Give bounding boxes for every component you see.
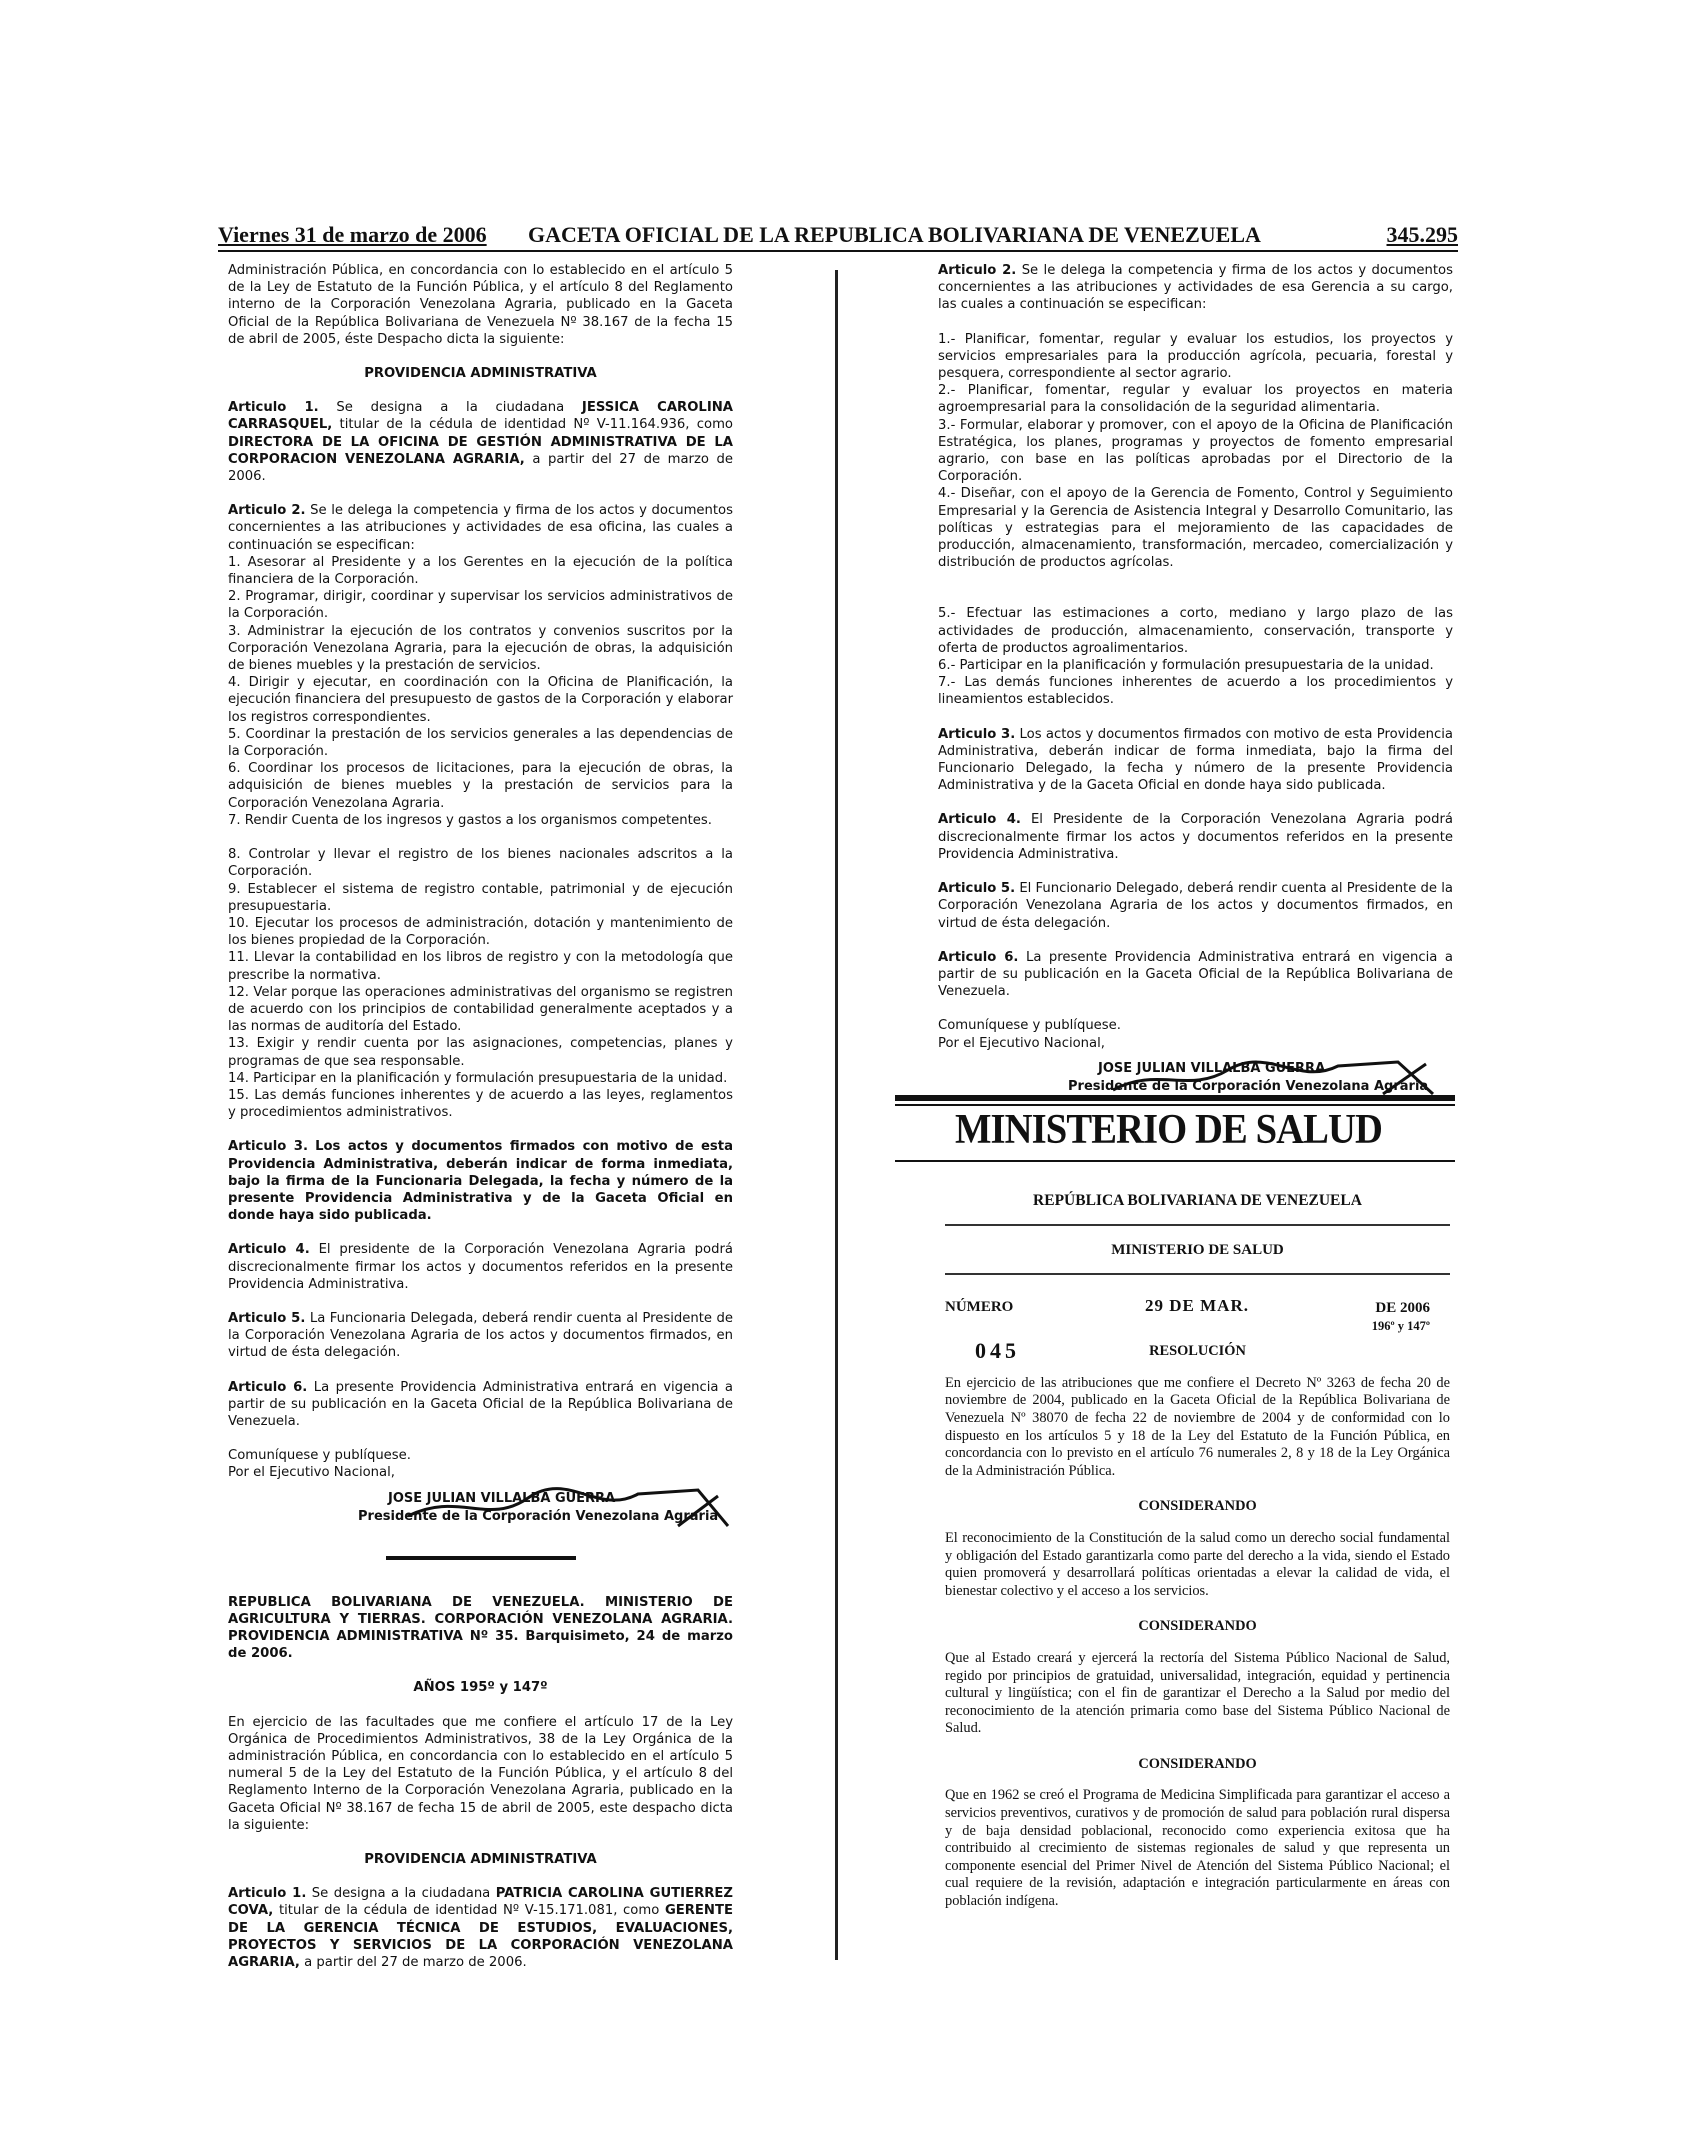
header-date: Viernes 31 de marzo de 2006 xyxy=(218,222,487,247)
list-item: 7.- Las demás funciones inherentes de acuerdo a los procedimientos y lineamientos establecidos. xyxy=(938,675,1453,708)
resolution-number: 045 xyxy=(975,1338,1020,1363)
article-text: a partir del 27 de marzo de 2006. xyxy=(228,451,733,485)
article-text: Se le delega la competencia y firma de los actos y documentos concernientes a las atribuciones y actividades de esa Gerencia a su cargo, las cuales a continuación se especifican: xyxy=(938,263,1453,313)
article-label: Articulo 4. xyxy=(228,1242,310,1258)
designee-post: GERENTE DE LA GERENCIA TÉCNICA DE ESTUDIOS, EVALUACIONES, PROYECTOS Y SERVICIOS DE LA CORPORACIÓN VENEZOLANA AGRARIA, xyxy=(228,1903,733,1971)
article-3 xyxy=(938,726,1453,795)
signer-name: JOSE JULIAN VILLALBA GUERRA xyxy=(1098,1060,1326,1076)
article-text: La Funcionaria Delegada, deberá rendir cuenta al Presidente de la Corporación Venezolana Agraria de los actos y documentos firmados, en virtud de ésta delegación. xyxy=(228,1310,733,1361)
signer-role: Presidente de la Corporación Venezolana Agraria xyxy=(1068,1078,1429,1094)
article-label: Articulo 5. xyxy=(228,1310,306,1326)
article-2 xyxy=(938,262,1453,314)
list-item: 1.- Planificar, fomentar, regular y evaluar los estudios, los proyectos y servicios empresariales para la producción agrícola, pecuaria, forestal y pesquera, correspondiente al sector agrario. xyxy=(938,331,1453,382)
list-item: 3.- Formular, elaborar y promover, con el apoyo de la Oficina de Planificación Estratégica, los planes, programas y proyectos de fomento empresarial agrario, con base en las políticas aprobadas por el Directorio de la Corporación. xyxy=(938,417,1453,485)
header-title: GACETA OFICIAL DE LA REPUBLICA BOLIVARIANA DE VENEZUELA xyxy=(528,222,1261,247)
list-item: 7. Rendir Cuenta de los ingresos y gastos a los organismos competentes. xyxy=(228,812,712,828)
article-label: Articulo 2. xyxy=(228,503,306,519)
considerando-3: Que en 1962 se creó el Programa de Medicina Simplificada para garantizar el acceso a servicios preventivos, curativos y de promoción de salud para población rural dispersa y de baja densidad poblacional, reconocido como experiencia exitosa que ha contribuido al crecimiento de sistemas regionales de salud y que representa un componente esencial del Primer Nivel de Atención del Sistema Público Nacional; el cual requiere de la revisión, adaptación e integración particularmente en áreas con población indígena. xyxy=(945,1787,1450,1910)
providencia-heading: PROVIDENCIA ADMINISTRATIVA xyxy=(364,366,597,382)
year-text: DE 2006 xyxy=(1375,1300,1430,1317)
list-item: 5. Coordinar la prestación de los servicios generales a las dependencias de la Corporación. xyxy=(228,726,733,760)
list-item: 14. Participar en la planificación y formulación presupuestaria de la unidad. xyxy=(228,1070,728,1086)
signer-role: Presidente de la Corporación Venezolana Agraria xyxy=(358,1508,719,1524)
considerando-heading: CONSIDERANDO xyxy=(1138,1498,1257,1515)
resolution-number-row xyxy=(945,1296,1450,1339)
article-label: Articulo 4. xyxy=(938,812,1021,828)
article-6 xyxy=(228,1379,733,1431)
article-label: Articulo 6. xyxy=(938,949,1019,965)
designee-name: PATRICIA CAROLINA GUTIERREZ COVA, xyxy=(228,1886,733,1919)
second-providencia-title: PROVIDENCIA ADMINISTRATIVA xyxy=(364,1852,597,1868)
list-item: 2. Programar, dirigir, coordinar y supervisar los servicios administrativos de la Corporación. xyxy=(228,589,733,622)
resolucion-heading: RESOLUCIÓN xyxy=(1149,1343,1246,1360)
second-article-1 xyxy=(228,1885,733,1971)
republic-line: REPÚBLICA BOLIVARIANA DE VENEZUELA xyxy=(1033,1192,1362,1209)
list-item: 9. Establecer el sistema de registro contable, patrimonial y de ejecución presupuestaria. xyxy=(228,881,733,914)
list-item: 10. Ejecutar los procesos de administración, dotación y mantenimiento de los bienes propiedad de la Corporación. xyxy=(228,915,733,949)
header-page-number: 345.295 xyxy=(1386,222,1458,247)
article-5 xyxy=(228,1310,733,1362)
list-item: 5.- Efectuar las estimaciones a corto, mediano y largo plazo de las actividades de producción, almacenamiento, conservación, transporte y oferta de productos agroalimentarios. xyxy=(938,606,1453,656)
article-text: Los actos y documentos firmados con motivo de esta Providencia Administrativa, deberán indicar de forma inmediata, bajo la firma del Funcionario Delegado, la fecha y número de la presente Providencia Administrativa y de la Gaceta Oficial en donde haya sido publicada. xyxy=(938,726,1453,794)
designee-name: JESSICA CAROLINA CARRASQUEL, xyxy=(228,400,733,433)
article-2 xyxy=(228,502,733,554)
article-text: El presidente de la Corporación Venezolana Agraria podrá discrecionalmente firmar los actos y documentos referidos en la presente Providencia Administrativa. xyxy=(228,1242,733,1292)
article-text: titular de la cédula de identidad Nº V-11.164.936, como xyxy=(339,417,733,433)
left-column xyxy=(228,262,733,1971)
signer-name: JOSE JULIAN VILLALBA GUERRA xyxy=(388,1490,616,1506)
article-6 xyxy=(938,949,1453,1001)
considerando-1: El reconocimiento de la Constitución de la salud como un derecho social fundamental y obligación del Estado garantizarla como parte del derecho a la vida, siendo el Estado quien promoverá y desarrollará políticas orientadas a elevar la calidad de vida, el bienestar colectivo y el acceso a los servicios. xyxy=(945,1529,1450,1599)
resolution-date: 29 DE MAR. xyxy=(1145,1296,1249,1316)
article-3 xyxy=(228,1138,733,1224)
considerando-heading: CONSIDERANDO xyxy=(1138,1755,1257,1772)
header-rule xyxy=(218,250,1458,252)
list-item: 3. Administrar la ejecución de los contratos y convenios suscritos por la Corporación Venezolana Agraria, para la ejecución de obras, la adquisición de bienes muebles y la prestación de servicios. xyxy=(228,623,733,674)
resolution-block xyxy=(945,1192,1450,1911)
article-label: Articulo 6. xyxy=(228,1379,308,1395)
article-label: Articulo 3. xyxy=(938,726,1016,742)
list-item: 6.- Participar en la planificación y formulación presupuestaria de la unidad. xyxy=(938,658,1434,674)
list-item: 12. Velar porque las operaciones administrativas del organismo se registren de acuerdo con los principios de contabilidad generalmente aceptados y a las normas de auditoría del Estado. xyxy=(228,984,733,1035)
ministry-rule xyxy=(895,1095,1455,1101)
article-label: Articulo 3. xyxy=(228,1139,308,1155)
intro-paragraph: Administración Pública, en concordancia con lo establecido en el artículo 5 de la Ley de Estatuto de la Función Pública, y el artículo 8 del Reglamento interno de la Corporación Venezolana Agraria, publicado en la Gaceta Oficial de la República Bolivariana de Venezuela Nº 38.167 de la fecha 15 de abril de 2005, éste Despacho dicta la siguiente: xyxy=(228,263,733,347)
resolution-intro: En ejercicio de las atribuciones que me confiere el Decreto Nº 3263 de fecha 20 de noviembre de 2004, publicado en la Gaceta Oficial de la República Bolivariana de Venezuela Nº 38070 de fecha 22 de noviembre de 2004 y de conformidad con lo dispuesto en los artículos 5 y 18 de la Ley del Estatuto de la Función Pública, en concordancia con lo previsto en el artículo 76 numerales 2, 8 y 18 de la Ley Orgánica de la Administración Pública. xyxy=(945,1374,1450,1479)
article-5 xyxy=(938,880,1453,932)
article-text: Se designa a la ciudadana xyxy=(311,1886,491,1902)
list-item: 8. Controlar y llevar el registro de los bienes nacionales adscritos a la Corporación. xyxy=(228,847,733,880)
article-text: a partir del 27 de marzo de 2006. xyxy=(304,1955,527,1971)
list-item: 15. Las demás funciones inherentes y de acuerdo a las leyes, reglamentos y procedimientos administrativos. xyxy=(228,1087,733,1121)
resolution-year xyxy=(1372,1299,1430,1335)
list-item: 1. Asesorar al Presidente y a los Gerentes en la ejecución de la política financiera de la Corporación. xyxy=(228,554,733,588)
list-item: 4. Dirigir y ejecutar, en coordinación con la Oficina de Planificación, la ejecución financiera del presupuesto de gastos de la Corporación y elaborar los registros correspondientes. xyxy=(228,675,733,725)
article-1 xyxy=(228,399,733,485)
article-text: Se designa a la ciudadana xyxy=(336,400,565,416)
list-item: 11. Llevar la contabilidad en los libros de registro y con la metodología que prescribe la normativa. xyxy=(228,950,733,983)
column-divider xyxy=(835,270,838,1960)
article-text: El Funcionario Delegado, deberá rendir cuenta al Presidente de la Corporación Venezolana Agraria de los actos y documentos firmados, en virtud de ésta delegación. xyxy=(938,881,1453,931)
second-providencia-heading: REPUBLICA BOLIVARIANA DE VENEZUELA. MINISTERIO DE AGRICULTURA Y TIERRAS. CORPORACIÓN VENEZOLANA AGRARIA. PROVIDENCIA ADMINISTRATIVA Nº 35. Barquisimeto, 24 de marzo de 2006. xyxy=(228,1594,733,1662)
article-text: La presente Providencia Administrativa entrará en vigencia a partir de su publicación en la Gaceta Oficial de la República Bolivariana de Venezuela. xyxy=(938,949,1453,1000)
article-text: Se le delega la competencia y firma de los actos y documentos concernientes a las atribuciones y actividades de esa oficina, las cuales a continuación se especifican: xyxy=(228,503,733,553)
considerando-heading: CONSIDERANDO xyxy=(1138,1618,1257,1635)
era-text: 196º y 147º xyxy=(1371,1319,1430,1334)
considerando-2: Que al Estado creará y ejercerá la rectoría del Sistema Público Nacional de Salud, regido por principios de gratuidad, universalidad, integración, equidad y pertinencia cultural y lingüística; con el fin de garantizar el Derecho a la Salud por medio del reconocimiento de la atención primaria como base del Sistema Público Nacional de Salud. xyxy=(945,1649,1450,1737)
closing-line: Comuníquese y publíquese. xyxy=(228,1448,411,1464)
article-label: Articulo 2. xyxy=(938,263,1017,278)
numero-label: NÚMERO xyxy=(945,1299,1014,1316)
years-line: AÑOS 195º y 147º xyxy=(413,1680,548,1696)
ministry-rule xyxy=(895,1160,1455,1162)
ministry-name-line: MINISTERIO DE SALUD xyxy=(1111,1241,1284,1258)
gazette-header xyxy=(218,222,1458,252)
list-item: 4.- Diseñar, con el apoyo de la Gerencia de Fomento, Control y Seguimiento Empresarial y la Gerencia de Asistencia Integral y Desarrollo Comunitario, las políticas y estrategias para el mejoramiento de las capacidades de producción, almacenamiento, transformación, mercadeo, comercialización y distribución de productos agrícolas. xyxy=(938,486,1453,571)
signature-block xyxy=(228,1486,733,1536)
closing-line: Por el Ejecutivo Nacional, xyxy=(228,1465,395,1481)
right-column xyxy=(938,262,1453,1106)
ministry-title: MINISTERIO DE SALUD xyxy=(955,1107,1382,1153)
article-label: Articulo 1. xyxy=(228,1886,307,1902)
article-4 xyxy=(228,1241,733,1293)
list-item: 2.- Planificar, fomentar, regular y evaluar los proyectos en materia agroempresarial para la consolidación de la seguridad alimentaria. xyxy=(938,383,1453,416)
closing-line: Comuníquese y publíquese. xyxy=(938,1018,1121,1034)
closing-line: Por el Ejecutivo Nacional, xyxy=(938,1035,1105,1051)
article-label: Articulo 5. xyxy=(938,881,1016,897)
article-text: Los actos y documentos firmados con motivo de esta Providencia Administrativa, deberán indicar de forma inmediata, bajo la firma de la Funcionaria Delegada, la fecha y número de la presente Providencia Administrativa y de la Gaceta Oficial en donde haya sido publicada. xyxy=(228,1139,733,1224)
article-label: Articulo 1. xyxy=(228,400,319,416)
article-text: El Presidente de la Corporación Venezolana Agraria podrá discrecionalmente firmar los actos y documentos referidos en la presente Providencia Administrativa. xyxy=(938,812,1453,862)
designee-post: DIRECTORA DE LA OFICINA DE GESTIÓN ADMINISTRATIVA DE LA CORPORACION VENEZOLANA AGRARIA, xyxy=(228,434,733,467)
article-text: titular de la cédula de identidad Nº V-15.171.081, como xyxy=(278,1903,660,1919)
article-text: La presente Providencia Administrativa entrará en vigencia a partir de su publicación en la Gaceta Oficial de la República Bolivariana de Venezuela. xyxy=(228,1379,733,1429)
second-intro: En ejercicio de las facultades que me confiere el artículo 17 de la Ley Orgánica de Procedimientos Administrativos, 38 de la Ley Orgánica de la administración Pública, en concordancia con lo establecido en el artículo 5 numeral 5 de la Ley del Estatuto de la Función Pública, y el artículo 8 del Reglamento Interno de la Corporación Venezolana Agraria, publicado en la Gaceta Oficial Nº 38.167 de fecha 15 de abril de 2005, este despacho dicta la siguiente: xyxy=(228,1714,733,1833)
list-item: 6. Coordinar los procesos de licitaciones, para la ejecución de obras, la adquisición de bienes muebles y la prestación de servicios para la Corporación Venezolana Agraria. xyxy=(228,761,733,811)
list-item: 13. Exigir y rendir cuenta por las asignaciones, competencias, planes y programas de que sea responsable. xyxy=(228,1036,733,1069)
article-4 xyxy=(938,811,1453,863)
